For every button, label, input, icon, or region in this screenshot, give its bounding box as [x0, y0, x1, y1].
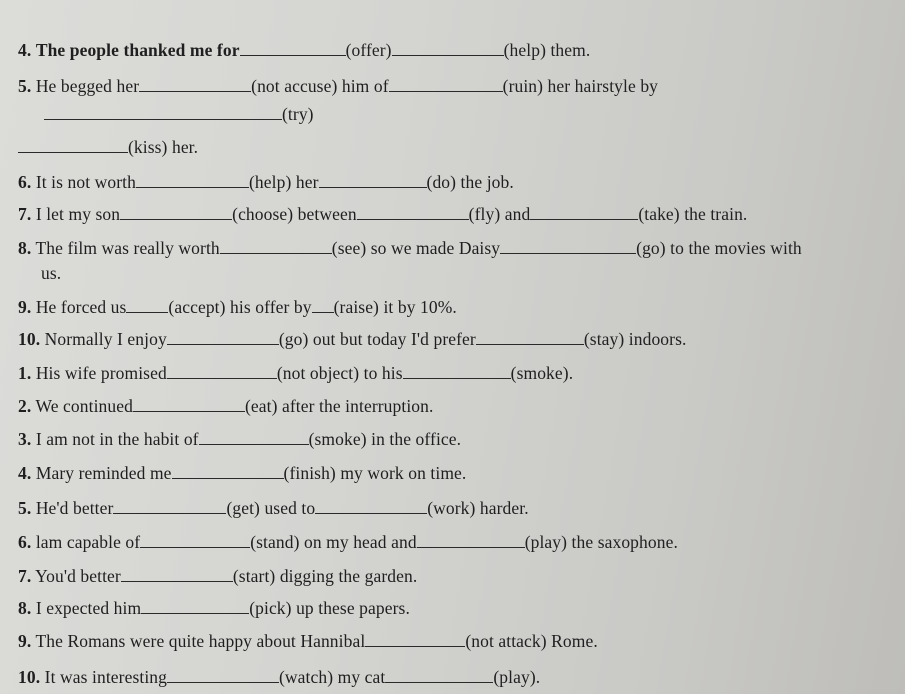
answer-blank [319, 172, 427, 188]
answer-blank [199, 429, 309, 445]
exercise-line [18, 395, 433, 417]
answer-blank [172, 463, 284, 479]
item-text: Mary reminded me [35, 463, 172, 483]
exercise-line [44, 103, 314, 125]
item-text: (get) used to [226, 498, 316, 518]
exercise-line [18, 328, 686, 350]
item-text: (see) so we made Daisy [331, 238, 501, 258]
answer-blank [120, 204, 232, 220]
answer-blank [167, 667, 279, 683]
item-number: 3. [18, 429, 32, 449]
item-text: (eat) after the interruption. [244, 396, 434, 416]
answer-blank [141, 598, 249, 614]
item-number: 8. [18, 238, 32, 258]
item-text: (smoke). [510, 363, 574, 383]
item-number: 4. [18, 40, 32, 60]
item-text: (help) her [249, 172, 319, 192]
item-number: 7. [18, 566, 32, 586]
item-text: (ruin) her hairstyle by [502, 76, 659, 96]
answer-blank [136, 172, 249, 188]
answer-blank [500, 238, 636, 254]
answer-blank [133, 396, 245, 412]
answer-blank [392, 40, 504, 56]
answer-blank [113, 498, 226, 514]
item-text: I let my son [35, 204, 121, 224]
exercise-line [18, 630, 598, 652]
item-text: The film was really worth [35, 238, 220, 258]
item-text: (watch) my cat [279, 667, 386, 687]
item-text: (kiss) her. [128, 137, 199, 157]
exercise-line [18, 171, 514, 193]
answer-blank [220, 238, 332, 254]
item-text: (stand) on my head and [250, 532, 417, 552]
item-text: It was interesting [44, 667, 167, 687]
exercise-line [18, 203, 747, 225]
item-text: (take) the train. [638, 204, 748, 224]
answer-blank [167, 363, 277, 379]
item-text: (stay) indoors. [583, 329, 687, 349]
item-text: It is not worth [35, 172, 136, 192]
item-text: (smoke) in the office. [308, 429, 462, 449]
item-text: (raise) it by 10%. [333, 297, 457, 317]
item-text: (start) digging the garden. [232, 566, 418, 586]
answer-blank [476, 329, 584, 345]
exercise-line [18, 237, 802, 259]
answer-blank [385, 667, 493, 683]
answer-blank [403, 363, 511, 379]
answer-blank [312, 297, 334, 313]
exercise-line [18, 497, 529, 519]
item-text: The Romans were quite happy about Hannibal [35, 631, 366, 651]
item-number: 6. [18, 172, 32, 192]
answer-blank [365, 631, 465, 647]
item-text: I expected him [35, 598, 142, 618]
item-text: (choose) between [232, 204, 357, 224]
exercise-line [18, 296, 457, 318]
exercise-line [18, 666, 540, 688]
answer-blank [389, 76, 503, 92]
item-text: (help) them. [503, 40, 591, 60]
answer-blank [530, 204, 638, 220]
item-number: 5. [18, 498, 32, 518]
item-text: He forced us [35, 297, 127, 317]
item-number: 5. [18, 76, 32, 96]
item-text: (offer) [345, 40, 392, 60]
item-text: us. [41, 263, 62, 283]
item-text: (go) out but today I'd prefer [278, 329, 476, 349]
answer-blank [121, 566, 233, 582]
exercise-line [18, 597, 410, 619]
answer-blank [357, 204, 469, 220]
exercise-line [18, 39, 590, 61]
item-text: lam capable of [35, 532, 141, 552]
exercise-line [41, 262, 61, 284]
exercise-line [18, 136, 198, 158]
exercise-line [18, 565, 417, 587]
item-text: He begged her [35, 76, 140, 96]
item-text: (do) the job. [426, 172, 514, 192]
item-text: (play) the saxophone. [524, 532, 678, 552]
item-text: (play). [493, 667, 541, 687]
item-text: (try) [282, 104, 314, 124]
exercise-line [18, 531, 678, 553]
item-text: He'd better [35, 498, 114, 518]
answer-blank [417, 532, 525, 548]
answer-blank [315, 498, 427, 514]
item-text: The people thanked me for [35, 40, 240, 60]
item-number: 1. [18, 363, 32, 383]
answer-blank [44, 104, 282, 120]
item-number: 4. [18, 463, 32, 483]
answer-blank [139, 76, 251, 92]
item-text: I am not in the habit of [35, 429, 199, 449]
item-number: 8. [18, 598, 32, 618]
item-text: (work) harder. [427, 498, 529, 518]
answer-blank [140, 532, 250, 548]
item-text: (not attack) Rome. [465, 631, 598, 651]
item-text: We continued [35, 396, 133, 416]
item-text: (not accuse) him of [251, 76, 389, 96]
item-text: Normally I enjoy [44, 329, 167, 349]
item-number: 2. [18, 396, 32, 416]
item-number: 9. [18, 631, 32, 651]
item-text: (fly) and [468, 204, 531, 224]
answer-blank [126, 297, 168, 313]
answer-blank [240, 40, 346, 56]
item-text: You'd better [35, 566, 121, 586]
exercise-line [18, 75, 658, 97]
exercise-line [18, 462, 466, 484]
item-text: (go) to the movies with [636, 238, 802, 258]
exercise-line [18, 362, 573, 384]
item-text: (finish) my work on time. [283, 463, 467, 483]
item-number: 6. [18, 532, 32, 552]
item-number: 7. [18, 204, 32, 224]
item-text: His wife promised [35, 363, 167, 383]
exercise-line [18, 428, 461, 450]
item-number: 10. [18, 329, 41, 349]
answer-blank [18, 137, 128, 153]
item-text: (accept) his offer by [168, 297, 312, 317]
item-text: (not object) to his [276, 363, 403, 383]
item-text: (pick) up these papers. [249, 598, 410, 618]
item-number: 10. [18, 667, 41, 687]
answer-blank [167, 329, 279, 345]
item-number: 9. [18, 297, 32, 317]
